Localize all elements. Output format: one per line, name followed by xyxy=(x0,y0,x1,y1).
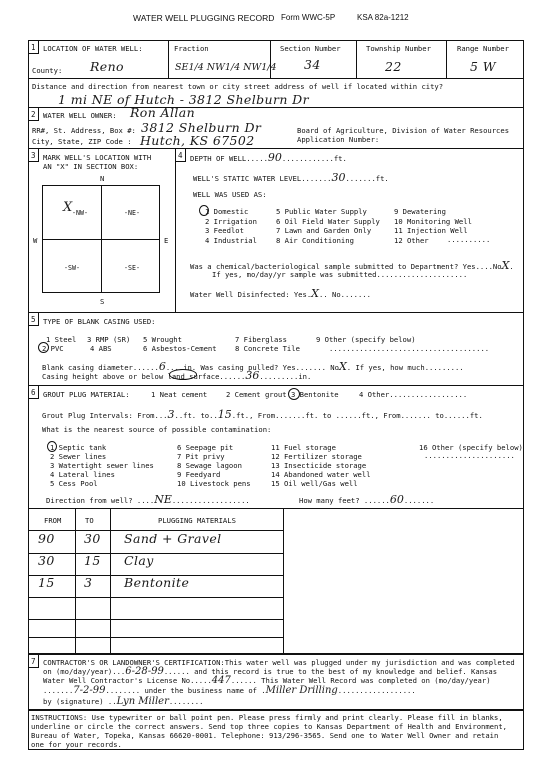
contamination-question: What is the nearest source of possible contamination: xyxy=(42,425,272,434)
township-label: Township Number xyxy=(366,44,431,53)
s4-num: 4 xyxy=(178,151,183,160)
height-value[interactable]: 36 xyxy=(245,369,260,382)
instructions-line-2: underline or circle the correct answers. Send top three copies to Kansas Department of Health and Environment, xyxy=(31,722,507,731)
disinfect-answer[interactable]: X xyxy=(311,287,320,300)
use-option[interactable]: 6 Oil Field Water Supply xyxy=(276,216,380,226)
table-cell-material[interactable]: Bentonite xyxy=(124,575,190,590)
contamination-option[interactable]: 9 Feedyard xyxy=(177,470,221,479)
contamination-option[interactable]: 3 Watertight sewer lines xyxy=(50,461,154,470)
city-label: City, State, ZIP Code : xyxy=(32,137,132,146)
ksa-number: KSA 82a-1212 xyxy=(357,13,409,22)
contamination-option[interactable]: 4 Lateral lines xyxy=(50,470,115,479)
casing-circle xyxy=(38,342,49,353)
casing-opt-1: 1 Steel xyxy=(46,335,77,344)
interval-to[interactable]: 15 xyxy=(217,408,232,421)
location-label: LOCATION OF WATER WELL: xyxy=(43,44,143,53)
sample-date-row: If yes, mo/day/yr sample was submitted..................... xyxy=(212,270,468,279)
casing-other-line: ..................................... xyxy=(329,344,490,353)
contam-circle xyxy=(47,441,57,452)
mark-location-label-1: MARK WELL'S LOCATION WITH xyxy=(43,153,152,162)
direction-row: Direction from well? ....NE.................. xyxy=(46,493,250,506)
instructions-line-4: one for your records. xyxy=(31,740,122,749)
interval-from[interactable]: 3 xyxy=(167,408,175,421)
casing-opt-7: 7 Fiberglass xyxy=(235,335,287,344)
compass-n: N xyxy=(100,174,105,183)
contamination-option[interactable]: 10 Livestock pens xyxy=(177,479,251,488)
grout-label: GROUT PLUG MATERIAL: xyxy=(43,390,130,399)
table-cell-to[interactable]: 15 xyxy=(84,553,101,568)
table-rule xyxy=(28,597,283,598)
quad-ne: -NE- xyxy=(124,209,140,217)
form-title: WATER WELL PLUGGING RECORD xyxy=(133,13,275,23)
cert-line-2: on (mo/day/year)...6-28-99...... and this record is true to the best of my knowledge and belief. Kansas xyxy=(43,666,498,677)
used-as-label: WELL WAS USED AS: xyxy=(193,190,267,199)
license-value[interactable]: 447 xyxy=(211,675,231,686)
table-cell-to[interactable]: 30 xyxy=(84,531,101,546)
divider xyxy=(356,40,357,78)
county-label: County: xyxy=(32,66,63,75)
form-number: Form WWC-5P xyxy=(281,13,336,22)
range-value[interactable]: 5 W xyxy=(470,59,496,74)
cert-line-5: by (signature) ..Lyn Miller........ xyxy=(43,696,204,707)
divider xyxy=(28,312,524,313)
distance-label: Distance and direction from nearest town or city street address of well if located within city? xyxy=(32,82,444,91)
casing-opt-9: 9 Other (specify below) xyxy=(316,335,416,344)
compass-s: S xyxy=(100,297,105,306)
quad-se: -SE- xyxy=(124,264,140,272)
divider xyxy=(28,508,524,509)
business-name[interactable]: Miller Drilling xyxy=(265,685,338,696)
contamination-option[interactable]: 15 Oil well/Gas well xyxy=(271,479,358,488)
grout-opt-1: 1 Neat cement xyxy=(151,390,208,399)
contam-other-line: ..................... xyxy=(424,451,515,460)
disinfect-row: Water Well Disinfected: Yes.X.. No....... xyxy=(190,287,371,300)
completed-date[interactable]: 6-28-99 xyxy=(125,666,164,677)
divider xyxy=(175,148,176,312)
s2-num: 2 xyxy=(31,110,36,119)
use-option[interactable]: 1 Domestic xyxy=(205,207,249,216)
cert-line-4: .......7-2-99........ under the business name of .Miller Drilling.................. xyxy=(43,685,416,696)
contamination-option[interactable]: 1 Septic tank xyxy=(50,443,107,452)
table-col-3 xyxy=(283,508,284,654)
contamination-option[interactable]: 13 Insecticide storage xyxy=(271,461,367,470)
diameter-value[interactable]: 6 xyxy=(158,360,166,373)
contamination-option[interactable]: 5 Cess Pool xyxy=(50,479,98,488)
use-option[interactable]: 8 Air Conditioning xyxy=(276,235,354,245)
grout-opt-4: 4 Other.................. xyxy=(359,390,468,399)
table-rule xyxy=(28,637,283,638)
sample-row: Was a chemical/bacteriological sample submitted to Department? Yes....NoX. xyxy=(190,259,514,272)
compass-e: E xyxy=(164,236,169,245)
casing-title: TYPE OF BLANK CASING USED: xyxy=(43,317,156,326)
feet-row: How many feet? ......60....... xyxy=(299,493,435,506)
distance-value[interactable]: 1 mi NE of Hutch - 3812 Shelburn Dr xyxy=(58,92,309,107)
county-value[interactable]: Reno xyxy=(90,59,124,74)
divider xyxy=(28,148,524,149)
use-option[interactable]: 5 Public Water Supply xyxy=(276,207,367,216)
range-label: Range Number xyxy=(457,44,509,53)
s6-num: 6 xyxy=(31,388,36,397)
use-other-line: .......... xyxy=(447,235,491,244)
use-option[interactable]: 7 Lawn and Garden Only xyxy=(276,226,372,235)
contamination-option[interactable]: 16 Other (specify below) xyxy=(419,443,523,452)
use-option[interactable]: 9 Dewatering xyxy=(394,207,446,216)
record-date[interactable]: 7-2-99 xyxy=(73,685,106,696)
use-option[interactable]: 2 Irrigation xyxy=(205,216,257,226)
diameter-row: Blank casing diameter......6....in. Was casing pulled? Yes....... NoX. If yes, how much......... xyxy=(42,360,464,373)
s7-num: 7 xyxy=(31,657,36,666)
cert-line-3: Water Well Contractor's License No.....447...... This Water Well Record was completed on (mo/day/year) xyxy=(43,675,491,686)
depth-row: DEPTH OF WELL.....90............ft. xyxy=(190,151,347,164)
s1-num: 1 xyxy=(31,43,36,52)
static-value[interactable]: 30 xyxy=(331,171,346,184)
table-header-to: TO xyxy=(85,516,94,525)
divider xyxy=(28,385,524,386)
casing-opt-6: 6 Asbestos-Cement xyxy=(143,344,217,353)
casing-opt-8: 8 Concrete Tile xyxy=(235,344,300,353)
signature[interactable]: Lyn Miller xyxy=(116,696,169,707)
divider xyxy=(446,40,447,78)
pulled-answer[interactable]: X xyxy=(338,360,347,373)
grout-circle xyxy=(288,388,300,400)
contamination-option[interactable]: 11 Fuel storage xyxy=(271,443,336,452)
cert-line-1: CONTRACTOR'S OR LANDOWNER'S CERTIFICATION:This water well was plugged under my jurisdiction and was completed xyxy=(43,658,515,667)
instructions-line-1: INSTRUCTIONS: Use typewriter or ball point pen. Please press firmly and print clearly. Please fill in blanks, xyxy=(31,713,503,722)
static-row: WELL'S STATIC WATER LEVEL.......30.......ft. xyxy=(193,171,389,184)
table-rule xyxy=(28,553,283,554)
section-label: Section Number xyxy=(280,44,341,53)
contamination-option[interactable]: 8 Sewage lagoon xyxy=(177,461,242,470)
city-value[interactable]: Hutch, KS 67502 xyxy=(140,133,255,148)
below-circle xyxy=(169,369,197,380)
table-header-materials: PLUGGING MATERIALS xyxy=(158,516,236,525)
s5-num: 5 xyxy=(31,315,36,324)
casing-opt-3: 3 RMP (SR) xyxy=(87,335,131,344)
table-rule xyxy=(28,619,283,620)
sample-answer[interactable]: X xyxy=(501,259,510,272)
casing-opt-4: 4 ABS xyxy=(90,344,112,353)
address-label: RR#, St. Address, Box #: xyxy=(32,126,136,135)
table-cell-from[interactable]: 30 xyxy=(38,553,55,568)
table-cell-to[interactable]: 3 xyxy=(84,575,93,590)
height-row: Casing height above or below land surface......36.........in. xyxy=(42,369,312,382)
well-location-mark[interactable]: X xyxy=(63,200,73,215)
divider xyxy=(28,78,524,79)
casing-opt-2: 2 PVC xyxy=(42,344,64,353)
contamination-option[interactable]: 2 Sewer lines xyxy=(50,452,107,461)
casing-opt-5: 5 Wrought xyxy=(143,335,182,344)
compass-w: W xyxy=(33,236,38,245)
depth-value[interactable]: 90 xyxy=(267,151,282,164)
grout-opt-3: 3 Bentonite xyxy=(291,390,339,399)
grout-opt-2: 2 Cement grout xyxy=(226,390,287,399)
contamination-option[interactable]: 12 Fertilizer storage xyxy=(271,452,362,461)
table-cell-from[interactable]: 15 xyxy=(38,575,55,590)
section-midline-v xyxy=(101,185,102,293)
table-cell-material[interactable]: Sand + Gravel xyxy=(124,531,222,546)
contamination-option[interactable]: 6 Seepage pit xyxy=(177,443,234,452)
fraction-label: Fraction xyxy=(174,44,209,53)
owner-value[interactable]: Ron Allan xyxy=(130,105,196,120)
fraction-value[interactable]: SE1/4 NW1/4 NW1/4 xyxy=(175,62,277,73)
instructions-line-3: Bureau of Water, Topeka, Kansas 66620-0001. Telephone: 913/296-3565. Send one to Water Well Owner and retain xyxy=(31,731,499,740)
application-label: Application Number: xyxy=(297,135,380,144)
owner-label: WATER WELL OWNER: xyxy=(43,111,117,120)
direction-value[interactable]: NE xyxy=(154,493,172,506)
divider xyxy=(168,40,169,78)
section-value[interactable]: 34 xyxy=(304,57,321,72)
use-option[interactable]: 10 Monitoring Well xyxy=(394,216,472,226)
quad-sw: -SW- xyxy=(64,264,80,272)
table-cell-material[interactable]: Clay xyxy=(124,553,154,568)
table-cell-from[interactable]: 90 xyxy=(38,531,55,546)
use-option[interactable]: 12 Other xyxy=(394,235,429,245)
table-header-from: FROM xyxy=(44,516,62,525)
use-circle xyxy=(199,205,209,216)
feet-value[interactable]: 60 xyxy=(389,493,404,506)
mark-location-label-2: AN "X" IN SECTION BOX: xyxy=(43,162,139,171)
use-option[interactable]: 3 Feedlot xyxy=(205,226,244,235)
quad-nw: -NW- xyxy=(72,209,88,217)
contamination-option[interactable]: 7 Pit privy xyxy=(177,452,225,461)
address-value[interactable]: 3812 Shelburn Dr xyxy=(141,120,262,135)
s3-num: 3 xyxy=(31,151,36,160)
use-option[interactable]: 11 Injection Well xyxy=(394,226,468,235)
divider xyxy=(28,107,524,108)
township-value[interactable]: 22 xyxy=(385,59,402,74)
use-option[interactable]: 4 Industrial xyxy=(205,235,257,245)
interval-row: Grout Plug Intervals: From...3..ft. to..15.ft., From.......ft. to ......ft., From....... to......ft. xyxy=(42,408,483,421)
board-label: Board of Agriculture, Division of Water Resources xyxy=(297,126,510,135)
contamination-option[interactable]: 14 Abandoned water well xyxy=(271,470,371,479)
